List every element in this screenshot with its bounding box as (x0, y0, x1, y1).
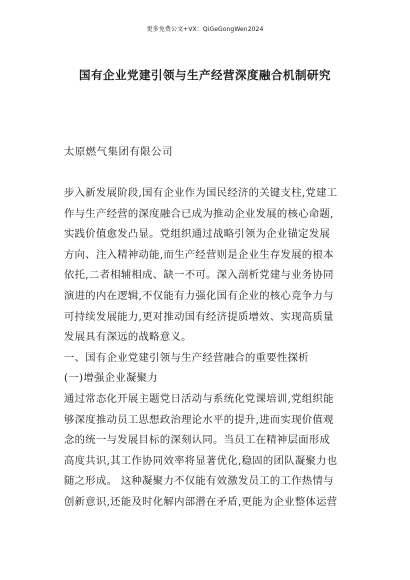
body-line: 方向、注入精神动能,而生产经营则是企业生存发展的根本 (64, 248, 334, 261)
body-line: 够深度推动员工思想政治理论水平的提升,进而实现价值观 (64, 413, 334, 426)
author-organization: 太原燃气集团有限公司 (64, 146, 173, 158)
body-line: 高度共识,其工作协同效率将显著优化,稳固的团队凝聚力也 (64, 454, 338, 467)
body-line: 作与生产经营的深度融合已成为推动企业发展的核心命题, (64, 207, 334, 220)
document-body (64, 183, 349, 513)
body-line: 创新意识,还能及时化解内部潜在矛盾,更能为企业整体运营 (64, 495, 338, 508)
body-line: 步入新发展阶段,国有企业作为国民经济的关键支柱,党建工 (64, 187, 338, 199)
body-line: 随之形成。 这种凝聚力不仅能有效激发员工的工作热情与 (64, 475, 334, 488)
body-line: 依托,二者相辅相成、缺一不可。深入剖析党建与业务协同 (64, 269, 334, 282)
body-line: 可持续发展能力,更对推动国有经济提质增效、实现高质量 (64, 310, 334, 323)
body-line: 通过常态化开展主题党日活动与系统化党课培训,党组织能 (64, 392, 334, 405)
subsection-heading: (一)增强企业凝聚力 (64, 372, 158, 385)
body-line: 演进的内在逻辑,不仅能有力强化国有企业的核心竞争力与 (64, 289, 334, 302)
body-line: 实践价值愈发凸显。党组织通过战略引领为企业锚定发展 (64, 228, 331, 241)
header-note: 更多免费公文+VX：QiGeGongWen2024 (146, 26, 264, 33)
document-title: 国有企业党建引领与生产经营深度融合机制研究 (79, 68, 331, 82)
body-line: 念的统一与发展目标的深刻认同。当员工在精神层面形成 (64, 434, 331, 447)
body-line: 发展具有深远的战略意义。 (64, 331, 192, 344)
section-heading: 一、国有企业党建引领与生产经营融合的重要性探析 (64, 351, 309, 364)
